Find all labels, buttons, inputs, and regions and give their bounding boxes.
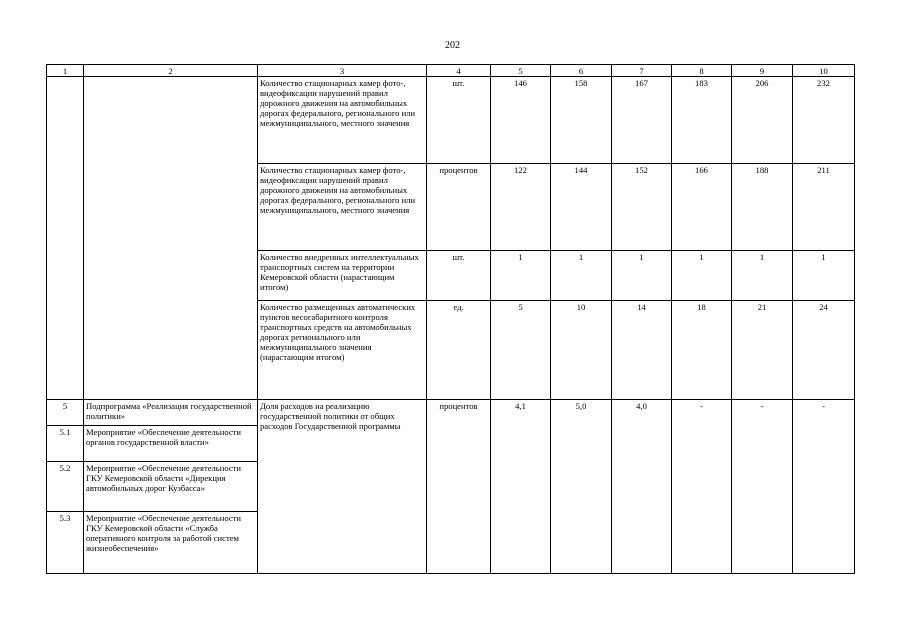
header-cell: 8 xyxy=(672,65,732,77)
indicator-name: Количество стационарных камер фото-, видеофиксации нарушений правил дорожного движения на автомобильных дорогах федерального, регионального или межмуниципального, местного значения xyxy=(258,77,427,164)
empty-num-cell xyxy=(47,77,84,400)
header-cell: 1 xyxy=(47,65,84,77)
indicator-name: Количество стационарных камер фото-, видеофиксации нарушений правил дорожного движения на автомобильных дорогах федерального, регионального или межмуниципального, местного значения xyxy=(258,164,427,251)
value-cell: 1 xyxy=(793,251,855,301)
event-number: 5.3 xyxy=(47,512,84,574)
indicator-unit: процентов xyxy=(427,400,491,574)
event-number: 5.1 xyxy=(47,426,84,462)
value-cell: 188 xyxy=(732,164,793,251)
indicator-unit: шт. xyxy=(427,77,491,164)
value-cell: 1 xyxy=(551,251,612,301)
indicator-name: Количество размещенных автоматических пунктов весогабаритного контроля транспортных средств на автомобильных дорогах регионального или межмуниципального значения (нарастающим итогом) xyxy=(258,301,427,400)
value-cell: 166 xyxy=(672,164,732,251)
header-cell: 7 xyxy=(612,65,672,77)
value-cell: 14 xyxy=(612,301,672,400)
event-name: Мероприятие «Обеспечение деятельности ГКУ Кемеровской области «Дирекция автомобильных дорог Кузбасса» xyxy=(84,462,258,512)
value-cell: 5,0 xyxy=(551,400,612,574)
value-cell: 206 xyxy=(732,77,793,164)
value-cell: - xyxy=(672,400,732,574)
value-cell: 4,0 xyxy=(612,400,672,574)
value-cell: 1 xyxy=(732,251,793,301)
value-cell: 183 xyxy=(672,77,732,164)
event-name: Мероприятие «Обеспечение деятельности органов государственной власти» xyxy=(84,426,258,462)
value-cell: 232 xyxy=(793,77,855,164)
value-cell: 24 xyxy=(793,301,855,400)
indicator-name: Доля расходов на реализацию государственной политики от общих расходов Государственной программы xyxy=(258,400,427,574)
header-cell: 6 xyxy=(551,65,612,77)
value-cell: 122 xyxy=(491,164,551,251)
indicators-table xyxy=(46,64,855,574)
value-cell: 146 xyxy=(491,77,551,164)
header-cell: 10 xyxy=(793,65,855,77)
header-cell: 2 xyxy=(84,65,258,77)
empty-name-cell xyxy=(84,77,258,400)
value-cell: 211 xyxy=(793,164,855,251)
value-cell: 21 xyxy=(732,301,793,400)
indicator-unit: шт. xyxy=(427,251,491,301)
value-cell: 18 xyxy=(672,301,732,400)
table-row xyxy=(47,400,855,426)
event-name: Мероприятие «Обеспечение деятельности ГКУ Кемеровской области «Служба оперативного контроля за работой систем жизнеобеспечения» xyxy=(84,512,258,574)
value-cell: 4,1 xyxy=(491,400,551,574)
page-number: 202 xyxy=(445,40,460,51)
event-number: 5.2 xyxy=(47,462,84,512)
header-cell: 5 xyxy=(491,65,551,77)
header-row xyxy=(47,65,855,77)
header-cell: 3 xyxy=(258,65,427,77)
section-name: Подпрограмма «Реализация государственной политики» xyxy=(84,400,258,426)
value-cell: 144 xyxy=(551,164,612,251)
value-cell: 158 xyxy=(551,77,612,164)
value-cell: 10 xyxy=(551,301,612,400)
value-cell: 5 xyxy=(491,301,551,400)
value-cell: 1 xyxy=(672,251,732,301)
indicator-unit: процентов xyxy=(427,164,491,251)
value-cell: 1 xyxy=(612,251,672,301)
header-cell: 4 xyxy=(427,65,491,77)
value-cell: 167 xyxy=(612,77,672,164)
value-cell: - xyxy=(732,400,793,574)
table-row xyxy=(47,77,855,164)
value-cell: 152 xyxy=(612,164,672,251)
section-number: 5 xyxy=(47,400,84,426)
indicator-name: Количество внедренных интеллектуальных транспортных систем на территории Кемеровской области (нарастающим итогом) xyxy=(258,251,427,301)
value-cell: 1 xyxy=(491,251,551,301)
value-cell: - xyxy=(793,400,855,574)
header-cell: 9 xyxy=(732,65,793,77)
indicator-unit: ед. xyxy=(427,301,491,400)
